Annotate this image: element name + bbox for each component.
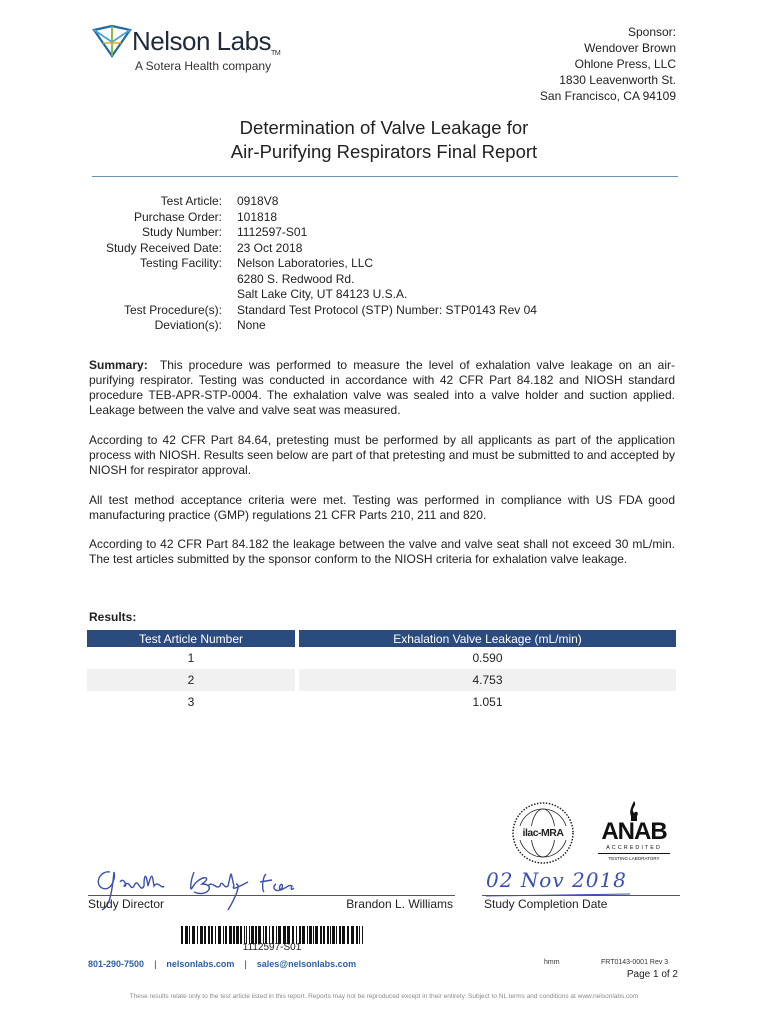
label-purchase-order: Purchase Order: xyxy=(133,209,222,224)
cell-article-number: 2 xyxy=(87,669,295,691)
sponsor-street: 1830 Leavenworth St. xyxy=(559,73,676,87)
label-test-procedures: Test Procedure(s): xyxy=(123,302,222,317)
col-exhalation-valve-leakage: Exhalation Valve Leakage (mL/min) xyxy=(299,630,676,647)
cell-leakage: 1.051 xyxy=(472,695,503,709)
anab-label: ANAB xyxy=(601,818,667,845)
preparer-initials: hmm xyxy=(544,959,560,966)
value-facility-street: 6280 S. Redwood Rd. xyxy=(237,271,355,286)
conformance-paragraph: According to 42 CFR Part 84.182 the leakage between the valve and valve seat shall not exceed 30 mL/min. The test articles submitted by the sponsor conform to the NIOSH criteria for exhalation valve leakage. xyxy=(89,537,675,566)
sponsor-name: Wendover Brown xyxy=(584,41,676,55)
report-title-line-1: Determination of Valve Leakage for xyxy=(239,117,529,138)
table-row xyxy=(87,691,676,713)
study-info-labels xyxy=(106,194,222,334)
nelson-labs-shield-icon xyxy=(92,24,132,58)
value-purchase-order: 101818 xyxy=(237,209,278,224)
logo-subtitle: A Sotera Health company xyxy=(135,59,272,73)
website-link[interactable]: nelsonlabs.com xyxy=(166,959,235,969)
director-signature-line xyxy=(88,895,455,896)
company-logo xyxy=(92,24,312,84)
report-title xyxy=(0,116,768,164)
study-info-values xyxy=(237,194,537,334)
study-director-label: Study Director xyxy=(88,897,165,911)
barcode-number: 1112597-S01 xyxy=(242,942,302,953)
contact-info xyxy=(88,959,356,969)
logo-name: Nelson LabsTM xyxy=(132,26,281,57)
pretesting-paragraph: According to 42 CFR Part 84.64, pretesting must be performed by all applicants as part of the application process with NIOSH. Results seen below are part of that pretesting and must be submitted to and accepted by NIOSH for respirator approval. xyxy=(89,433,675,477)
report-title-line-2: Air-Purifying Respirators Final Report xyxy=(230,141,538,162)
trademark-mark: TM xyxy=(271,50,281,57)
study-completion-date-label: Study Completion Date xyxy=(484,897,608,911)
summary-label: Summary: xyxy=(89,358,148,372)
anab-accreditation-mark xyxy=(594,800,674,866)
results-heading: Results: xyxy=(89,610,137,624)
value-facility-name: Nelson Laboratories, LLC xyxy=(237,256,374,270)
email-link[interactable]: sales@nelsonlabs.com xyxy=(256,959,357,969)
label-deviations: Deviation(s): xyxy=(154,318,222,332)
value-test-procedures: Standard Test Protocol (STP) Number: STP0143 Rev 04 xyxy=(237,302,537,317)
acceptance-paragraph: All test method acceptance criteria were met. Testing was performed in compliance with US FDA good manufacturing practice (GMP) regulations 21 CFR Parts 210, 211 and 820. xyxy=(89,493,675,522)
contact-separator: | xyxy=(244,959,247,969)
results-table xyxy=(83,630,680,713)
table-row xyxy=(87,669,676,691)
anab-testing-lab: TESTING LABORATORY xyxy=(608,856,660,861)
label-testing-facility: Testing Facility: xyxy=(139,256,222,270)
director-name: Brandon L. Williams xyxy=(346,897,453,911)
anab-divider xyxy=(598,853,670,854)
ilac-label: ilac-MRA xyxy=(516,826,570,840)
sponsor-block xyxy=(540,24,676,104)
summary-text: This procedure was performed to measure the level of exhalation valve leakage on an air-purifying respirator. Testing was conducted in accordance with 42 CFR Part 84.182 and NIOSH standard procedure TEB-APR-STP-0004. The exhalation valve was sealed into a valve holder and suction applied. Leakage between the valve and valve seat was measured. xyxy=(89,358,675,417)
col-test-article-number: Test Article Number xyxy=(87,630,295,647)
anab-accredited: ACCREDITED xyxy=(606,845,662,851)
value-test-article: 0918V8 xyxy=(237,194,279,208)
summary-paragraph xyxy=(89,358,675,418)
results-header-row xyxy=(87,630,676,647)
contact-separator: | xyxy=(154,959,157,969)
cell-leakage: 0.590 xyxy=(472,651,503,665)
label-study-received-date: Study Received Date: xyxy=(105,240,222,255)
sponsor-label: Sponsor: xyxy=(627,25,676,39)
form-code: FRT0143-0001 Rev 3 xyxy=(601,959,669,966)
completion-date-handwritten: 02 Nov 2018 xyxy=(486,868,627,892)
cell-article-number: 3 xyxy=(187,695,195,709)
value-study-received-date: 23 Oct 2018 xyxy=(237,240,303,255)
table-row xyxy=(87,647,676,669)
phone-number: 801-290-7500 xyxy=(88,959,145,969)
completion-date-line xyxy=(482,895,680,896)
cell-article-number: 1 xyxy=(187,651,195,665)
sponsor-company: Ohlone Press, LLC xyxy=(574,57,676,71)
sponsor-city: San Francisco, CA 94109 xyxy=(539,89,676,103)
value-study-number: 1112597-S01 xyxy=(237,225,308,239)
page-number: Page 1 of 2 xyxy=(626,969,678,980)
ilac-mra-seal xyxy=(510,800,576,866)
cell-leakage: 4.753 xyxy=(299,669,676,691)
disclaimer: These results relate only to the test article listed in this report. Reports may not be reproduced except in their entirety. Subject to NL terms and conditions at www.nelsonlabs.com xyxy=(129,993,639,1000)
value-facility-city: Salt Lake City, UT 84123 U.S.A. xyxy=(237,287,408,301)
label-test-article: Test Article: xyxy=(160,194,222,208)
label-study-number: Study Number: xyxy=(141,225,222,239)
value-deviations: None xyxy=(237,318,266,332)
title-divider xyxy=(92,176,678,177)
